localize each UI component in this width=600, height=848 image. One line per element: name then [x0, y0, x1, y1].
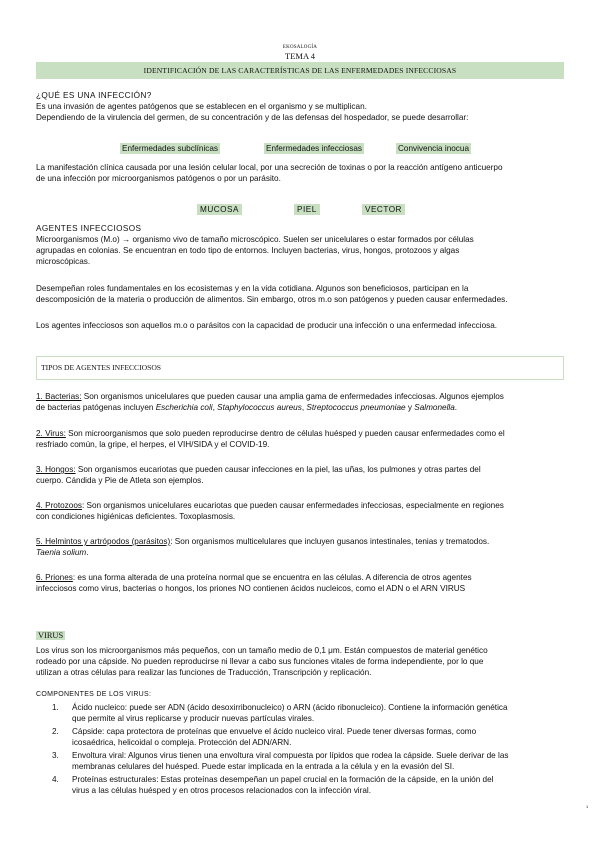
route-piel: PIEL — [294, 199, 320, 217]
protozoos-label: 4. Protozoos — [36, 501, 82, 510]
agentes-p2-line-2: descomposición de la materia o producción de alimentos. Sin embargo, otros m.o son patógenos y pueden causar enfermedades. — [36, 295, 508, 304]
virus-heading: VIRUS — [38, 631, 64, 640]
intro-line-1: Es una invasión de agentes patógenos que se establecen en el organismo y se multiplican. — [36, 102, 367, 111]
virus-line-1: Los virus son los microorganismos más pequeños, con un tamaño medio de 0,1 μm. Están compuestos de material genético — [36, 646, 488, 655]
tipos-heading: TIPOS DE AGENTES INFECCIOSOS — [41, 363, 162, 372]
subject-label: EKOSALOGÍA — [282, 45, 318, 50]
priones-label: 6. Priones — [36, 573, 73, 582]
agentes-p2-line-1: Desempeñan roles fundamentales en los ecosistemas y en la vida cotidiana. Algunos son beneficiosos, participan en la — [36, 284, 469, 293]
manifestation-line-2: de una infección por microorganismos patógenos o por un parásito. — [36, 174, 281, 183]
tema-title: TEMA 4 — [285, 51, 315, 61]
priones-line-1: 6. Priones: es una forma alterada de una proteína normal que se encuentra en las células. A diferencia de otros agentes — [36, 573, 472, 582]
route-vector: VECTOR — [362, 199, 405, 217]
tag-infecciosas: Enfermedades infecciosas — [266, 144, 363, 153]
agentes-p1-line-2: agrupadas en colonias. Se encuentran en todo tipo de entornos. Incluyen bacterias, virus, hongos, protozoos y algas — [36, 246, 460, 255]
component-item: 4. Proteínas estructurales: Estas proteínas desempeñan un papel crucial en la formación de la cápside, en la unión del virus a las células huésped y en otros procesos relacionados con la infección viral. — [52, 775, 494, 795]
hongos-label: 3. Hongos: — [36, 465, 76, 474]
agentes-heading: AGENTES INFECCIOSOS — [36, 224, 142, 233]
tag-convivencia: Convivencia inocua — [398, 144, 470, 153]
hongos-line-2: cuerpo. Cándida y Pie de Atleta son ejemplos. — [36, 476, 204, 485]
virus-type-line-2: resfriado común, la gripe, el herpes, el VIH/SIDA y el COVID-19. — [36, 440, 270, 449]
helmintos-line-2: Taenia solium. — [36, 548, 89, 557]
component-item: 3. Envoltura viral: Algunos virus tienen una envoltura viral compuesta por lípidos que rodea la cápside. Suele derivar de las membranas celulares del huésped. Puede estar implicada en la entrada a la célula y en la evasión del SI. — [52, 751, 509, 771]
bacterias-line-2: de bacterias patógenas incluyen Escherichia coli, Staphylococcus aureus, Streptococcus pneumoniae y Salmonella. — [36, 403, 458, 412]
intro-line-2: Dependiendo de la virulencia del germen, de su concentración y de las defensas del hospedador, se puede desarrollar: — [36, 113, 469, 122]
agentes-p1-line-1: Microorganismos (M.o) → organismo vivo de tamaño microscópico. Suelen ser unicelulares o estar formados por células — [36, 235, 474, 244]
virus-line-2: rodeado por una cápside. No pueden reproducirse ni llevar a cabo sus funciones vitales de forma independiente, por lo que — [36, 657, 484, 666]
bacterias-label: 1. Bacterias: — [36, 392, 82, 401]
protozoos-line-2: con condiciones higiénicas deficientes. Toxoplasmosis. — [36, 512, 236, 521]
page-number: 1 — [586, 804, 589, 809]
banner-title: IDENTIFICACIÓN DE LAS CARACTERÍSTICAS DE LAS ENFERMEDADES INFECCIOSAS — [143, 66, 457, 75]
virus-line-3: utilizan a otras células para realizar las funciones de Traducción, Transcripción y replicación. — [36, 668, 372, 677]
component-item: 1. Ácido nucleico: puede ser ADN (ácido desoxirribonucleico) o ARN (ácido ribonucleico). Contiene la información genética que permite al virus replicarse y producir nuevas partículas virales. — [52, 703, 508, 723]
route-mucosa: MUCOSA — [197, 199, 242, 217]
helmintos-line-1: 5. Helmintos y artrópodos (parásitos): Son organismos multicelulares que incluyen gusanos intestinales, tenias y trematodos. — [36, 537, 490, 546]
hongos-line-1: 3. Hongos: Son organismos eucariotas que pueden causar infecciones en la piel, las uñas, los pulmones y otras partes del — [36, 465, 481, 474]
agentes-p3: Los agentes infecciosos son aquellos m.o o parásitos con la capacidad de producir una infección o una enfermedad infecciosa. — [36, 321, 498, 330]
component-item: 2. Cápside: capa protectora de proteínas que envuelve el ácido nucleico viral. Puede tener diversas formas, como icosaédrica, helicoidal o compleja. Protección del ADN/ARN. — [52, 727, 477, 747]
manifestation-line-1: La manifestación clínica causada por una lesión celular local, por una secreción de toxinas o por la reacción antígeno anticuerpo — [36, 163, 503, 172]
tag-subclinicas: Enfermedades subclínicas — [122, 144, 219, 153]
tipos-heading-box — [36, 356, 564, 380]
agentes-p1-line-3: microscópicas. — [36, 257, 91, 266]
priones-line-2: infecciosos como virus, bacterias o hongos, los priones NO contienen ácidos nucleicos, como el ADN o el ARN VIRUS — [36, 584, 466, 593]
helmintos-label: 5. Helmintos y artrópodos (parásitos) — [36, 537, 171, 546]
protozoos-line-1: 4. Protozoos: Son organismos unicelulares eucariotas que pueden causar enfermedades infecciosas, especialmente en regiones — [36, 501, 504, 510]
section-banner — [36, 62, 564, 79]
virus-type-label: 2. Virus: — [36, 429, 66, 438]
components-heading: COMPONENTES DE LOS VIRUS: — [36, 691, 152, 698]
intro-heading: ¿QUÉ ES UNA INFECCIÓN? — [36, 91, 152, 100]
virus-type-line-1: 2. Virus: Son microorganismos que solo pueden reproducirse dentro de células huésped y pueden causar enfermedades como el — [36, 429, 505, 438]
bacterias-line-1: 1. Bacterias: Son organismos unicelulares que pueden causar una amplia gama de enfermedades infecciosas. Algunos ejemplos — [36, 392, 504, 401]
